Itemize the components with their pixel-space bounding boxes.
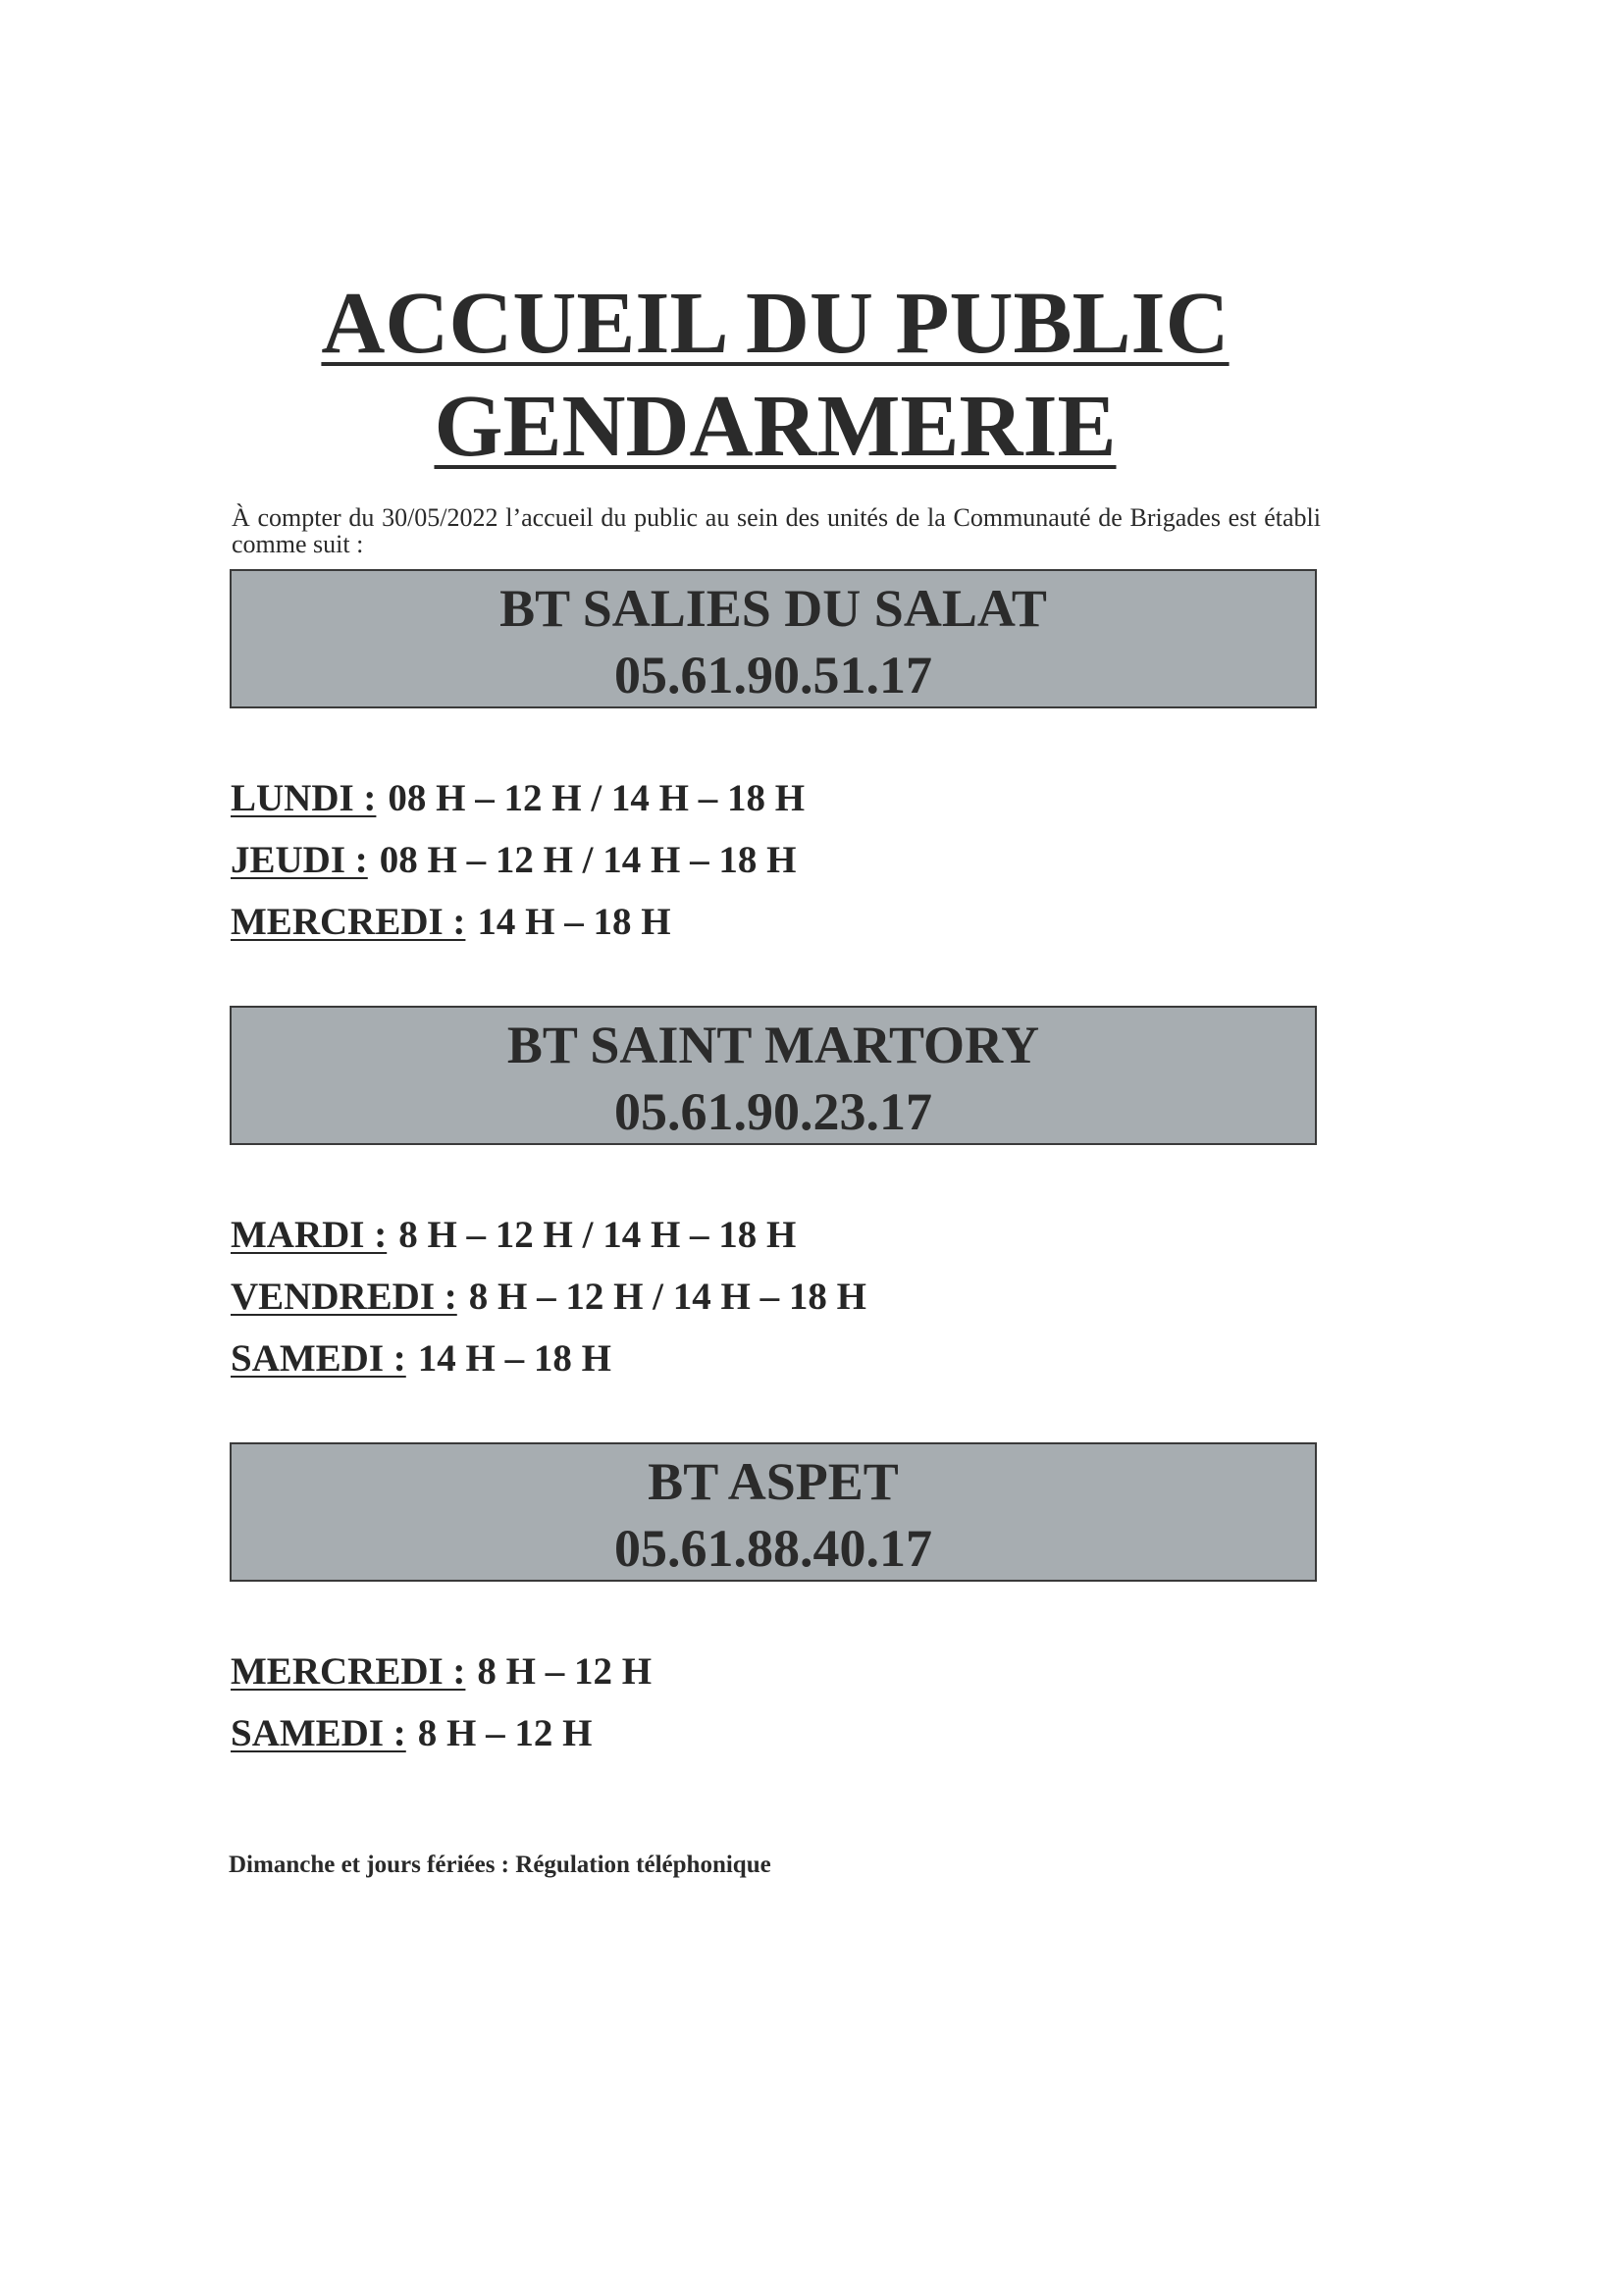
schedule-row: [231, 767, 805, 829]
schedule-hours: 8 H – 12 H: [477, 1650, 653, 1693]
schedule-saint-martory: [231, 1204, 866, 1389]
station-header-salies: [230, 569, 1317, 708]
page-title-line-1: ACCUEIL DU PUBLIC: [321, 275, 1230, 372]
schedule-day: SAMEDI :: [231, 1337, 406, 1380]
schedule-row: [231, 891, 805, 953]
schedule-row: [231, 829, 805, 891]
station-header-aspet: [230, 1442, 1317, 1582]
page-title-line-2: GENDARMERIE: [434, 378, 1117, 475]
schedule-day: MARDI :: [231, 1214, 388, 1256]
schedule-hours: 8 H – 12 H / 14 H – 18 H: [398, 1214, 797, 1256]
schedule-aspet: [231, 1641, 652, 1764]
schedule-day: SAMEDI :: [231, 1712, 406, 1754]
station-phone: 05.61.90.23.17: [614, 1082, 932, 1141]
schedule-row: [231, 1204, 866, 1266]
station-phone: 05.61.90.51.17: [614, 646, 932, 704]
schedule-hours: 8 H – 12 H / 14 H – 18 H: [468, 1276, 866, 1318]
schedule-hours: 8 H – 12 H: [417, 1712, 593, 1754]
schedule-day: LUNDI :: [231, 777, 377, 819]
intro-paragraph: À compter du 30/05/2022 l’accueil du public au sein des unités de la Communauté de Brigades est établi comme suit :: [232, 503, 1321, 558]
schedule-row: [231, 1702, 652, 1764]
schedule-day: JEUDI :: [231, 839, 368, 881]
schedule-row: [231, 1266, 866, 1328]
station-phone: 05.61.88.40.17: [614, 1519, 932, 1578]
schedule-row: [231, 1328, 866, 1389]
station-name: BT SAINT MARTORY: [506, 1016, 1040, 1074]
station-name: BT ASPET: [648, 1452, 899, 1511]
schedule-day: MERCREDI :: [231, 901, 466, 943]
schedule-day: VENDREDI :: [231, 1276, 457, 1318]
schedule-hours: 08 H – 12 H / 14 H – 18 H: [388, 777, 806, 819]
schedule-hours: 14 H – 18 H: [477, 901, 671, 943]
schedule-hours: 14 H – 18 H: [417, 1337, 611, 1380]
schedule-day: MERCREDI :: [231, 1650, 466, 1693]
schedule-hours: 08 H – 12 H / 14 H – 18 H: [379, 839, 797, 881]
schedule-salies: [231, 767, 805, 953]
footer-note: Dimanche et jours fériées : Régulation téléphonique: [229, 1852, 771, 1878]
schedule-row: [231, 1641, 652, 1702]
station-header-saint-martory: [230, 1006, 1317, 1145]
station-name: BT SALIES DU SALAT: [499, 579, 1047, 638]
